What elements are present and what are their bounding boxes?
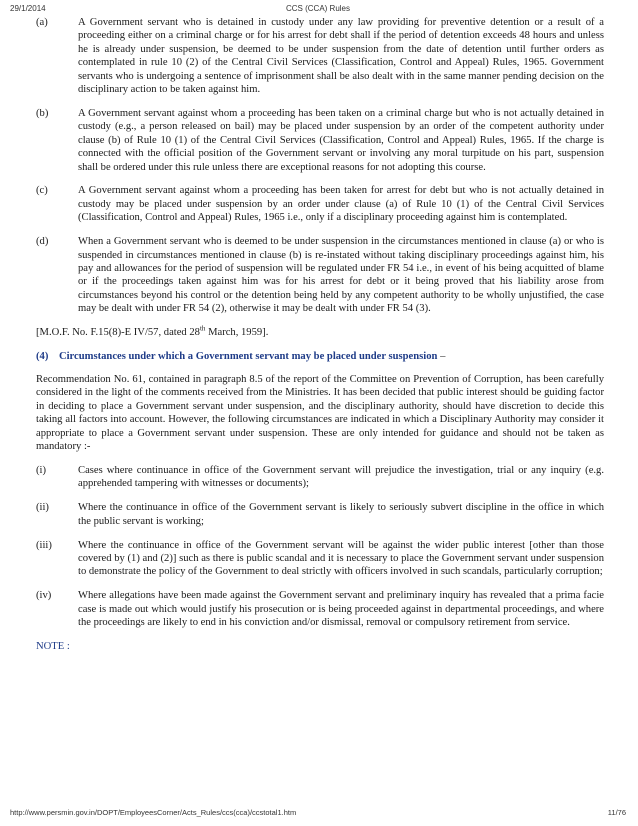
page-footer [10,808,626,820]
circumstance-text: Where allegations have been made against the Government servant and preliminary inquiry has revealed that a prima facie case is made out which would justify his prosecution or is being proceeded against in departmental proceedings, and where the proceedings are likely to end in his conviction and/or dismissal, removal or compulsory retirement from service. [78,590,604,629]
section-dash: – [437,350,446,362]
note-label: NOTE : [36,640,70,652]
clause-c [36,184,604,224]
page-header [10,4,626,16]
clause-label: (d) [36,236,49,248]
circumstance-i [36,464,604,491]
footer-url[interactable]: http://www.persmin.gov.in/DOPT/EmployeesCorner/Acts_Rules/ccs(cca)/ccstotal1.htm [10,808,297,817]
clause-text: A Government servant against whom a proceeding has been taken for arrest for debt but who is not actually detained in custody may be placed under suspension by an order under clause (a) of Rule 10 (1) of the Central Civil Services (Classification, Control and Appeal) Rules, 1965 i.e., only if a disciplinary proceeding against him is contemplated. [78,185,604,224]
circumstance-label: (i) [36,464,46,476]
section-title: Circumstances under which a Government servant may be placed under suspension [58,350,438,362]
header-title: CCS (CCA) Rules [285,4,350,13]
mof-after: March, 1959]. [205,327,269,339]
clause-a [36,16,604,96]
circumstance-label: (iii) [36,539,52,551]
circumstance-label: (iv) [36,590,52,602]
circumstance-text: Cases where continuance in office of the Government servant will prejudice the investigation, trial or any inquiry (e.g. apprehended tampering with witnesses or documents); [78,464,604,490]
clause-label: (b) [36,107,49,119]
circumstance-text: Where the continuance in office of the Government servant is likely to seriously subvert discipline in the office in which the public servant is working; [78,502,604,527]
section-number: (4) [36,350,49,362]
clause-text: A Government servant against whom a proceeding has been taken on a criminal charge but who is not actually detained in custody (e.g., a person released on bail) may be placed under suspension by an order of the competent authority under clause (b) of Rule 10 (1) of the Central Civil Services (Classification, Control and Appeal) Rules, 1965. If the charge is connected with the official position of the Government servant or involving any moral turpitude on his part, suspension shall be ordered under this rule unless there are exceptional reasons for not adopting this course. [78,107,604,173]
circumstance-iv [36,589,604,629]
section-heading [36,350,604,363]
clause-d [36,235,604,315]
document-body [36,16,604,653]
mof-before: [M.O.F. No. F.15(8)-E IV/57, dated 28 [36,327,200,339]
circumstance-text: Where the continuance in office of the Government servant will be against the wider public interest [other than those covered by (1) and (2)] such as there is public scandal and it is necessary to place the Government servant under suspension to demonstrate the policy of the Government to deal strictly with officers involved in such scandals, particularly corruption; [78,539,604,578]
circumstance-iii [36,539,604,579]
header-date: 29/1/2014 [10,4,46,13]
clause-b [36,107,604,174]
clause-label: (c) [36,185,48,197]
circumstance-label: (ii) [36,502,49,514]
clause-text: A Government servant who is detained in custody under any law providing for preventive detention or a result of a proceeding either on a criminal charge or for his arrest for debt shall if the period of detention exceeds 48 hours and unless he is already under suspension, be deemed to be under suspension from the date of detention until further orders as contemplated in rule 10 (2) of the Central Civil Services (Classification, Control and Appeal) Rules, 1965. Government servants who is undergoing a sentence of imprisonment shall be also dealt with in the same manner pending decision on the disciplinary action to be taken against him. [78,17,604,96]
mof-reference [36,326,604,339]
clause-text: When a Government servant who is deemed to be under suspension in the circumstances mentioned in clause (a) or who is suspended in circumstances mentioned in clause (b) is re-instated without taking disciplinary proceedings against him, his pay and allowances for the period of suspension will be regulated under FR 54 i.e., in event of his being acquitted of blame or if the proceedings taken against him was for his arrest for debt or it being proved that his liability arose from circumstances beyond his control or the detention being held by any competent authority to be wholly unjustified, the case may be dealt with under FR 54 (2), otherwise it may be dealt with under FR 54 (3). [78,236,604,315]
mof-sup: th [199,324,206,333]
circumstance-ii [36,501,604,528]
clause-label: (a) [36,17,48,28]
recommendation-paragraph: Recommendation No. 61, contained in paragraph 8.5 of the report of the Committee on Prevention of Corruption, has been carefully considered in the light of the comments received from the Ministries. It has been decided that public interest should be guiding factor in deciding to place a Government servant under suspension, and the disciplinary authority, should have discretion to decide this taking all factors into account. However, the following circumstances are indicated in which a Disciplinary Authority may consider it appropriate to place a Government servant under suspension. These are only intended for guidance and should not be taken as mandatory :- [36,373,604,452]
footer-page-number: 11/76 [607,808,626,817]
